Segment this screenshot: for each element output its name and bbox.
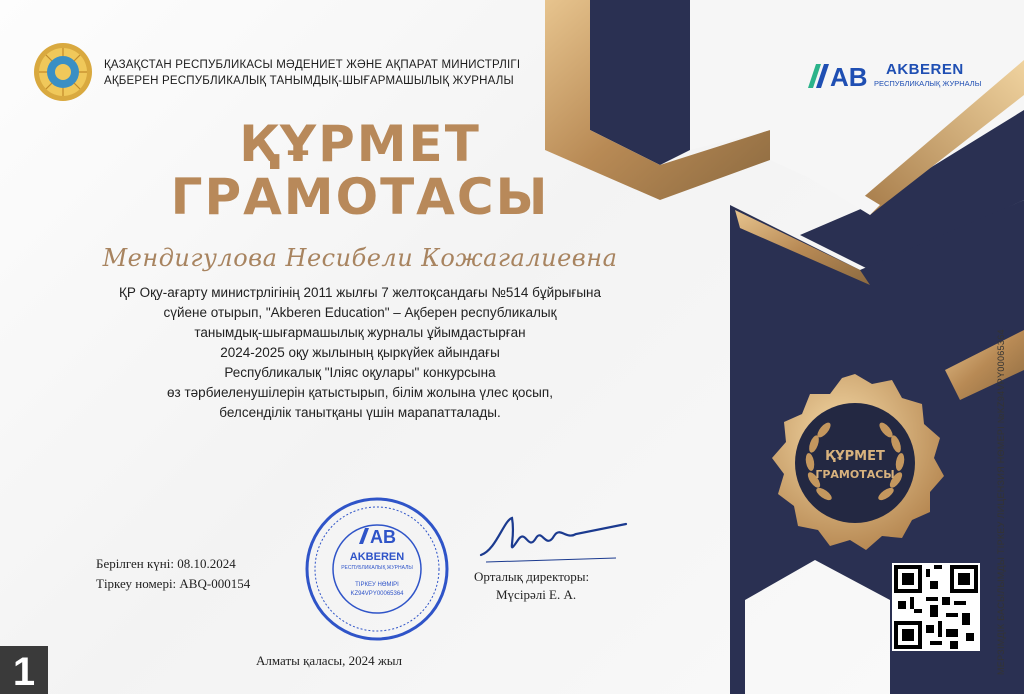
header-journal: АҚБЕРЕН РЕСПУБЛИКАЛЫҚ ТАНЫМДЫҚ-ШЫҒАРМАШЫЛЫҚ ЖУРНАЛЫ bbox=[104, 75, 514, 87]
akberen-logo-name: AKBEREN bbox=[886, 61, 964, 78]
seal-line-2: ГРАМОТАСЫ bbox=[815, 468, 895, 481]
svg-text:AB: AB bbox=[830, 62, 868, 92]
title-line-2: ГРАМОТАСЫ bbox=[170, 168, 550, 226]
qr-code bbox=[892, 563, 980, 651]
body-line: танымдық-шығармашылық журналы ұйымдастырған bbox=[194, 325, 526, 340]
director-signature bbox=[476, 510, 636, 570]
stamp-line-2: KZ94VPY00065364 bbox=[350, 591, 404, 597]
director-title: Орталық директоры: bbox=[474, 569, 590, 584]
stamp-sub: РЕСПУБЛИКАЛЫҚ ЖУРНАЛЫ bbox=[341, 565, 413, 571]
round-stamp bbox=[304, 496, 450, 642]
issue-date: Берілген күні: 08.10.2024 bbox=[96, 556, 236, 571]
header-ministry: ҚАЗАҚСТАН РЕСПУБЛИКАСЫ МӘДЕНИЕТ ЖӘНЕ АҚПАРАТ МИНИСТРЛІГІ bbox=[104, 59, 521, 71]
license-text: МЕРЗІМДІК БАСЫЛЫМДЫ ТІРКЕУ ЛИЦЕНЗИЯ НӨМЕРІ №KZ94VPY00065364 bbox=[996, 329, 1006, 675]
body-line: белсенділік танытқаны үшін марапатталады. bbox=[219, 405, 501, 420]
akberen-logo bbox=[806, 58, 996, 94]
director-name: Мүсірәлі Е. А. bbox=[496, 587, 577, 602]
title-line-1: ҚҰРМЕТ bbox=[239, 115, 481, 173]
qr-code-icon bbox=[894, 565, 978, 649]
place-year: Алматы қаласы, 2024 жыл bbox=[256, 653, 403, 668]
body-line: сүйене отырып, "Akberen Education" – Ақберен республикалық bbox=[163, 305, 557, 320]
akberen-logo-icon bbox=[806, 58, 868, 92]
recipient-name: Мендигулова Несибели Кожагалиевна bbox=[102, 244, 618, 272]
body-line: ҚР Оқу-ағарту министрлігінің 2011 жылғы 7 желтоқсандағы №514 бұйрығына bbox=[118, 285, 602, 300]
body-line: өз тәрбиеленушілерін қатыстырып, білім жолына үлес қосып, bbox=[167, 385, 553, 400]
seal-line-1: ҚҰРМЕТ bbox=[825, 449, 885, 464]
state-emblem-icon bbox=[33, 42, 93, 102]
registration-number: Тіркеу номері: ABQ-000154 bbox=[96, 576, 251, 591]
page-number: 1 bbox=[0, 646, 48, 694]
body-line: 2024-2025 оқу жылының қыркүйек айындағы bbox=[220, 345, 500, 360]
stamp-line-1: ТІРКЕУ НӨМІРІ bbox=[355, 582, 399, 588]
svg-text:AB: AB bbox=[370, 527, 396, 547]
stamp-name: AKBEREN bbox=[349, 551, 405, 563]
gold-seal bbox=[762, 370, 948, 556]
body-line: Республикалық "Іліяс оқулары" конкурсына bbox=[224, 365, 496, 380]
akberen-logo-subtitle: РЕСПУБЛИКАЛЫҚ ЖУРНАЛЫ bbox=[874, 79, 982, 88]
